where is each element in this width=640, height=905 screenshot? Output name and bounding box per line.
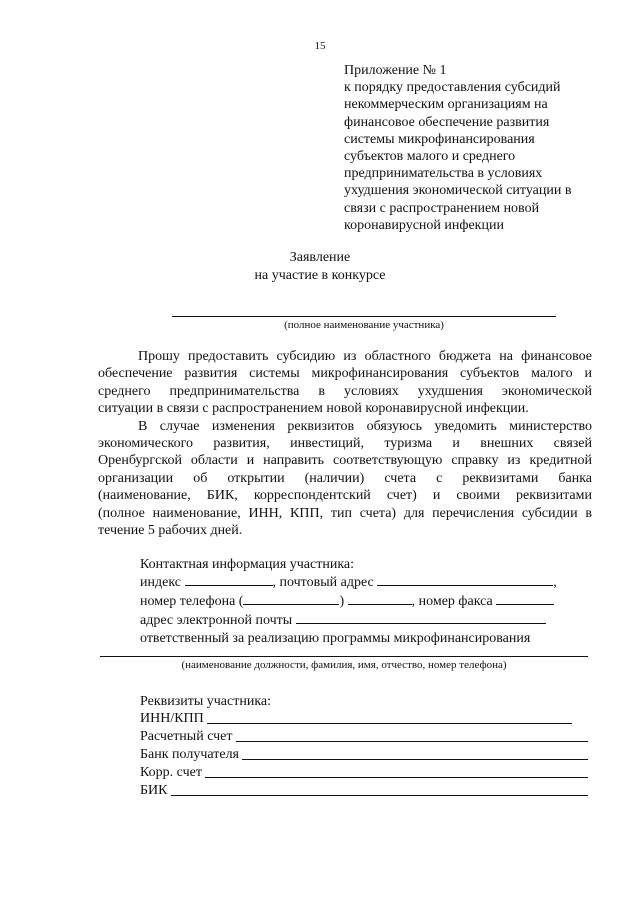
appendix-line: связи с распространением новой xyxy=(344,200,540,216)
phone-paren: ) xyxy=(339,594,345,610)
paragraph-line: Оренбургской области и направить соответствующую справку из кредитной xyxy=(98,453,592,469)
paragraph-line: экономического развития, инвестиций, туризма и внешних связей xyxy=(98,436,592,452)
address-row xyxy=(140,573,557,592)
appendix-line: к порядку предоставления субсидий xyxy=(344,80,561,96)
requisites-heading: Реквизиты участника: xyxy=(140,694,272,709)
document-subtitle: на участие в конкурсе xyxy=(254,268,386,283)
postal-address-field[interactable] xyxy=(377,573,553,586)
bank-row xyxy=(140,745,588,763)
inn-kpp-label: ИНН/КПП xyxy=(140,711,204,726)
responsible-person-line[interactable] xyxy=(100,656,588,657)
email-label: адрес электронной почты xyxy=(140,613,293,629)
appendix-line: коронавирусной инфекции xyxy=(344,217,504,233)
bank-field[interactable] xyxy=(242,759,588,760)
appendix-line: предпринимательства в условиях xyxy=(344,166,543,182)
fax-field[interactable] xyxy=(496,592,554,605)
bik-field[interactable] xyxy=(171,795,589,796)
bik-label: БИК xyxy=(140,783,168,798)
postal-address-label: , почтовый адрес xyxy=(272,575,374,591)
contact-heading: Контактная информация участника: xyxy=(140,557,355,572)
appendix-line: финансовое обеспечение развития xyxy=(344,114,550,130)
paragraph-line: течение 5 рабочих дней. xyxy=(98,523,243,539)
phone-number-field[interactable] xyxy=(348,592,412,605)
bank-label: Банк получателя xyxy=(140,747,239,762)
corr-account-label: Корр. счет xyxy=(140,765,202,780)
account-label: Расчетный счет xyxy=(140,729,233,744)
inn-kpp-field[interactable] xyxy=(207,723,572,724)
appendix-line: системы микрофинансирования xyxy=(344,131,535,147)
paragraph-line: ситуации в связи с распространением новой коронавирусной инфекции. xyxy=(98,401,529,417)
participant-name-line[interactable] xyxy=(172,316,556,317)
paragraph-line: организации об открытии (наличии) счета с реквизитами банка xyxy=(98,470,592,486)
appendix-line: Приложение № 1 xyxy=(344,63,447,78)
address-comma: , xyxy=(553,575,557,591)
account-field[interactable] xyxy=(236,741,588,742)
bik-row xyxy=(140,781,588,799)
participant-name-caption: (полное наименование участника) xyxy=(284,319,444,331)
email-row xyxy=(140,611,557,630)
phone-label: номер телефона ( xyxy=(140,594,244,610)
appendix-line: некоммерческим организациям на xyxy=(344,97,548,113)
paragraph-line: (наименование, БИК, корреспондентский счет) и своими реквизитами xyxy=(98,488,592,504)
index-field[interactable] xyxy=(185,573,273,586)
corr-account-row xyxy=(140,763,588,781)
phone-code-field[interactable] xyxy=(243,592,339,605)
document-title: Заявление xyxy=(289,250,351,265)
account-row xyxy=(140,727,588,745)
responsible-person-caption: (наименование должности, фамилия, имя, отчество, номер телефона) xyxy=(181,659,507,671)
fax-label: , номер факса xyxy=(411,594,493,610)
appendix-heading xyxy=(344,62,571,234)
appendix-line: субъектов малого и среднего xyxy=(344,149,516,165)
index-label: индекс xyxy=(140,575,181,591)
paragraph-line: среднего предпринимательства в условиях ухудшения экономической xyxy=(98,383,592,399)
inn-kpp-row xyxy=(140,709,572,727)
email-field[interactable] xyxy=(296,611,546,624)
responsible-label: ответственный за реализацию программы микрофинансирования xyxy=(140,631,531,647)
contact-section xyxy=(140,556,557,648)
page-number: 15 xyxy=(314,40,326,52)
phone-row xyxy=(140,592,557,611)
appendix-line: ухудшения экономической ситуации в xyxy=(344,183,572,199)
paragraph-line: обеспечение развития системы микрофинансирования субъектов малого и xyxy=(98,366,592,382)
corr-account-field[interactable] xyxy=(205,777,588,778)
paragraph-line: В случае изменения реквизитов обязуюсь уведомить министерство xyxy=(138,418,592,434)
paragraph-line: (полное наименование, ИНН, КПП, тип счета) для перечисления субсидии в xyxy=(98,505,592,521)
paragraph-line: Прошу предоставить субсидию из областного бюджета на финансовое xyxy=(138,349,592,364)
request-paragraph xyxy=(98,348,592,539)
